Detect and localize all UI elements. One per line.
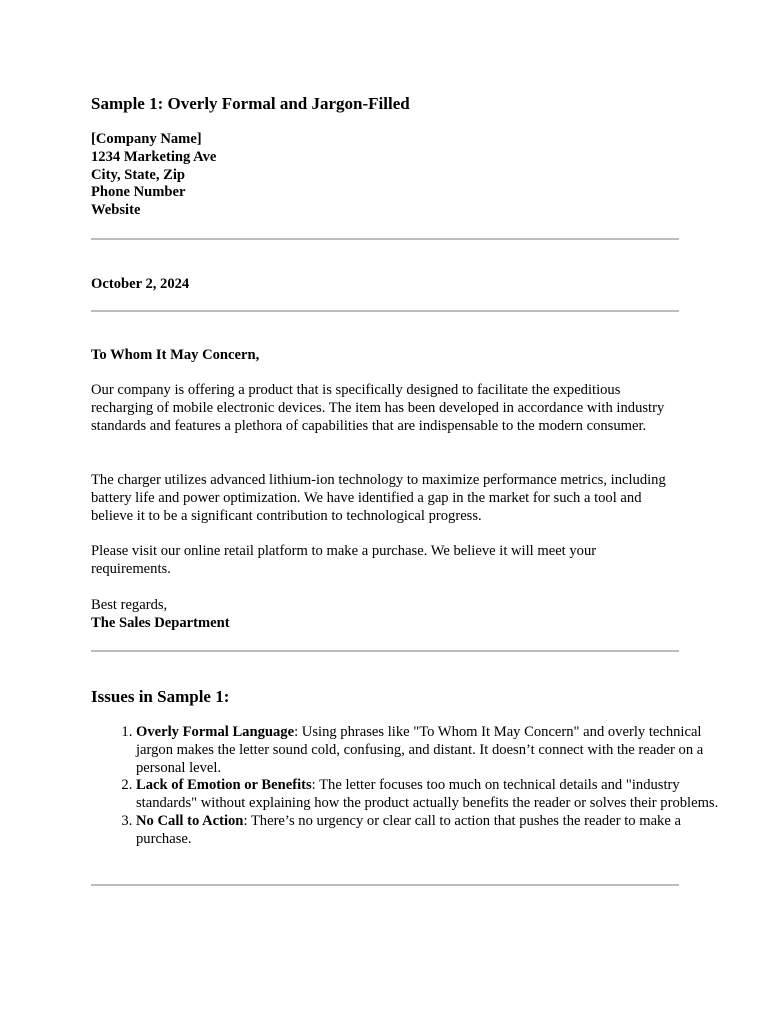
sender-address	[91, 131, 216, 220]
divider	[91, 310, 679, 312]
divider	[91, 650, 679, 652]
issue-text: : The letter focuses too much on technical details and "industry standards" without explaining how the product actually benefits the reader or solves their problems.	[136, 777, 719, 812]
phone-number: Phone Number	[91, 184, 186, 201]
list-item	[136, 777, 724, 813]
closing: Best regards,	[91, 597, 168, 613]
issue-term: Overly Formal Language	[136, 724, 295, 740]
document-title: Sample 1: Overly Formal and Jargon-Filled	[91, 94, 410, 113]
body-paragraph: Please visit our online retail platform to make a purchase. We believe it will meet your requirements.	[91, 543, 597, 577]
issues-heading: Issues in Sample 1:	[91, 687, 230, 706]
issue-text: : Using phrases like "To Whom It May Concern" and overly technical jargon makes the letter sound cold, confusing, and distant. It doesn’t connect with the reader on a personal level.	[136, 724, 704, 776]
street-address: 1234 Marketing Ave	[91, 148, 217, 165]
website: Website	[91, 202, 141, 219]
body-paragraph: Our company is offering a product that is specifically designed to facilitate the expeditious recharging of mobile electronic devices. The item has been developed in accordance with industry standards and features a plethora of capabilities that are indispensable to the modern consumer.	[91, 382, 665, 434]
issues-list	[91, 724, 724, 849]
salutation: To Whom It May Concern,	[91, 347, 260, 363]
list-item	[136, 724, 724, 777]
body-paragraph: The charger utilizes advanced lithium-ion technology to maximize performance metrics, including battery life and power optimization. We have identified a gap in the market for such a tool and believe it to be a significant contribution to technological progress.	[91, 472, 666, 524]
issue-text: : There’s no urgency or clear call to action that pushes the reader to make a purchase.	[136, 812, 681, 847]
company-name: [Company Name]	[91, 131, 202, 147]
city-state-zip: City, State, Zip	[91, 166, 186, 183]
issue-term: Lack of Emotion or Benefits	[136, 777, 312, 794]
divider	[91, 238, 679, 240]
letter-date: October 2, 2024	[91, 276, 190, 292]
list-item	[136, 813, 724, 849]
divider	[91, 884, 679, 886]
issue-term: No Call to Action	[136, 812, 244, 829]
signature: The Sales Department	[91, 615, 230, 631]
